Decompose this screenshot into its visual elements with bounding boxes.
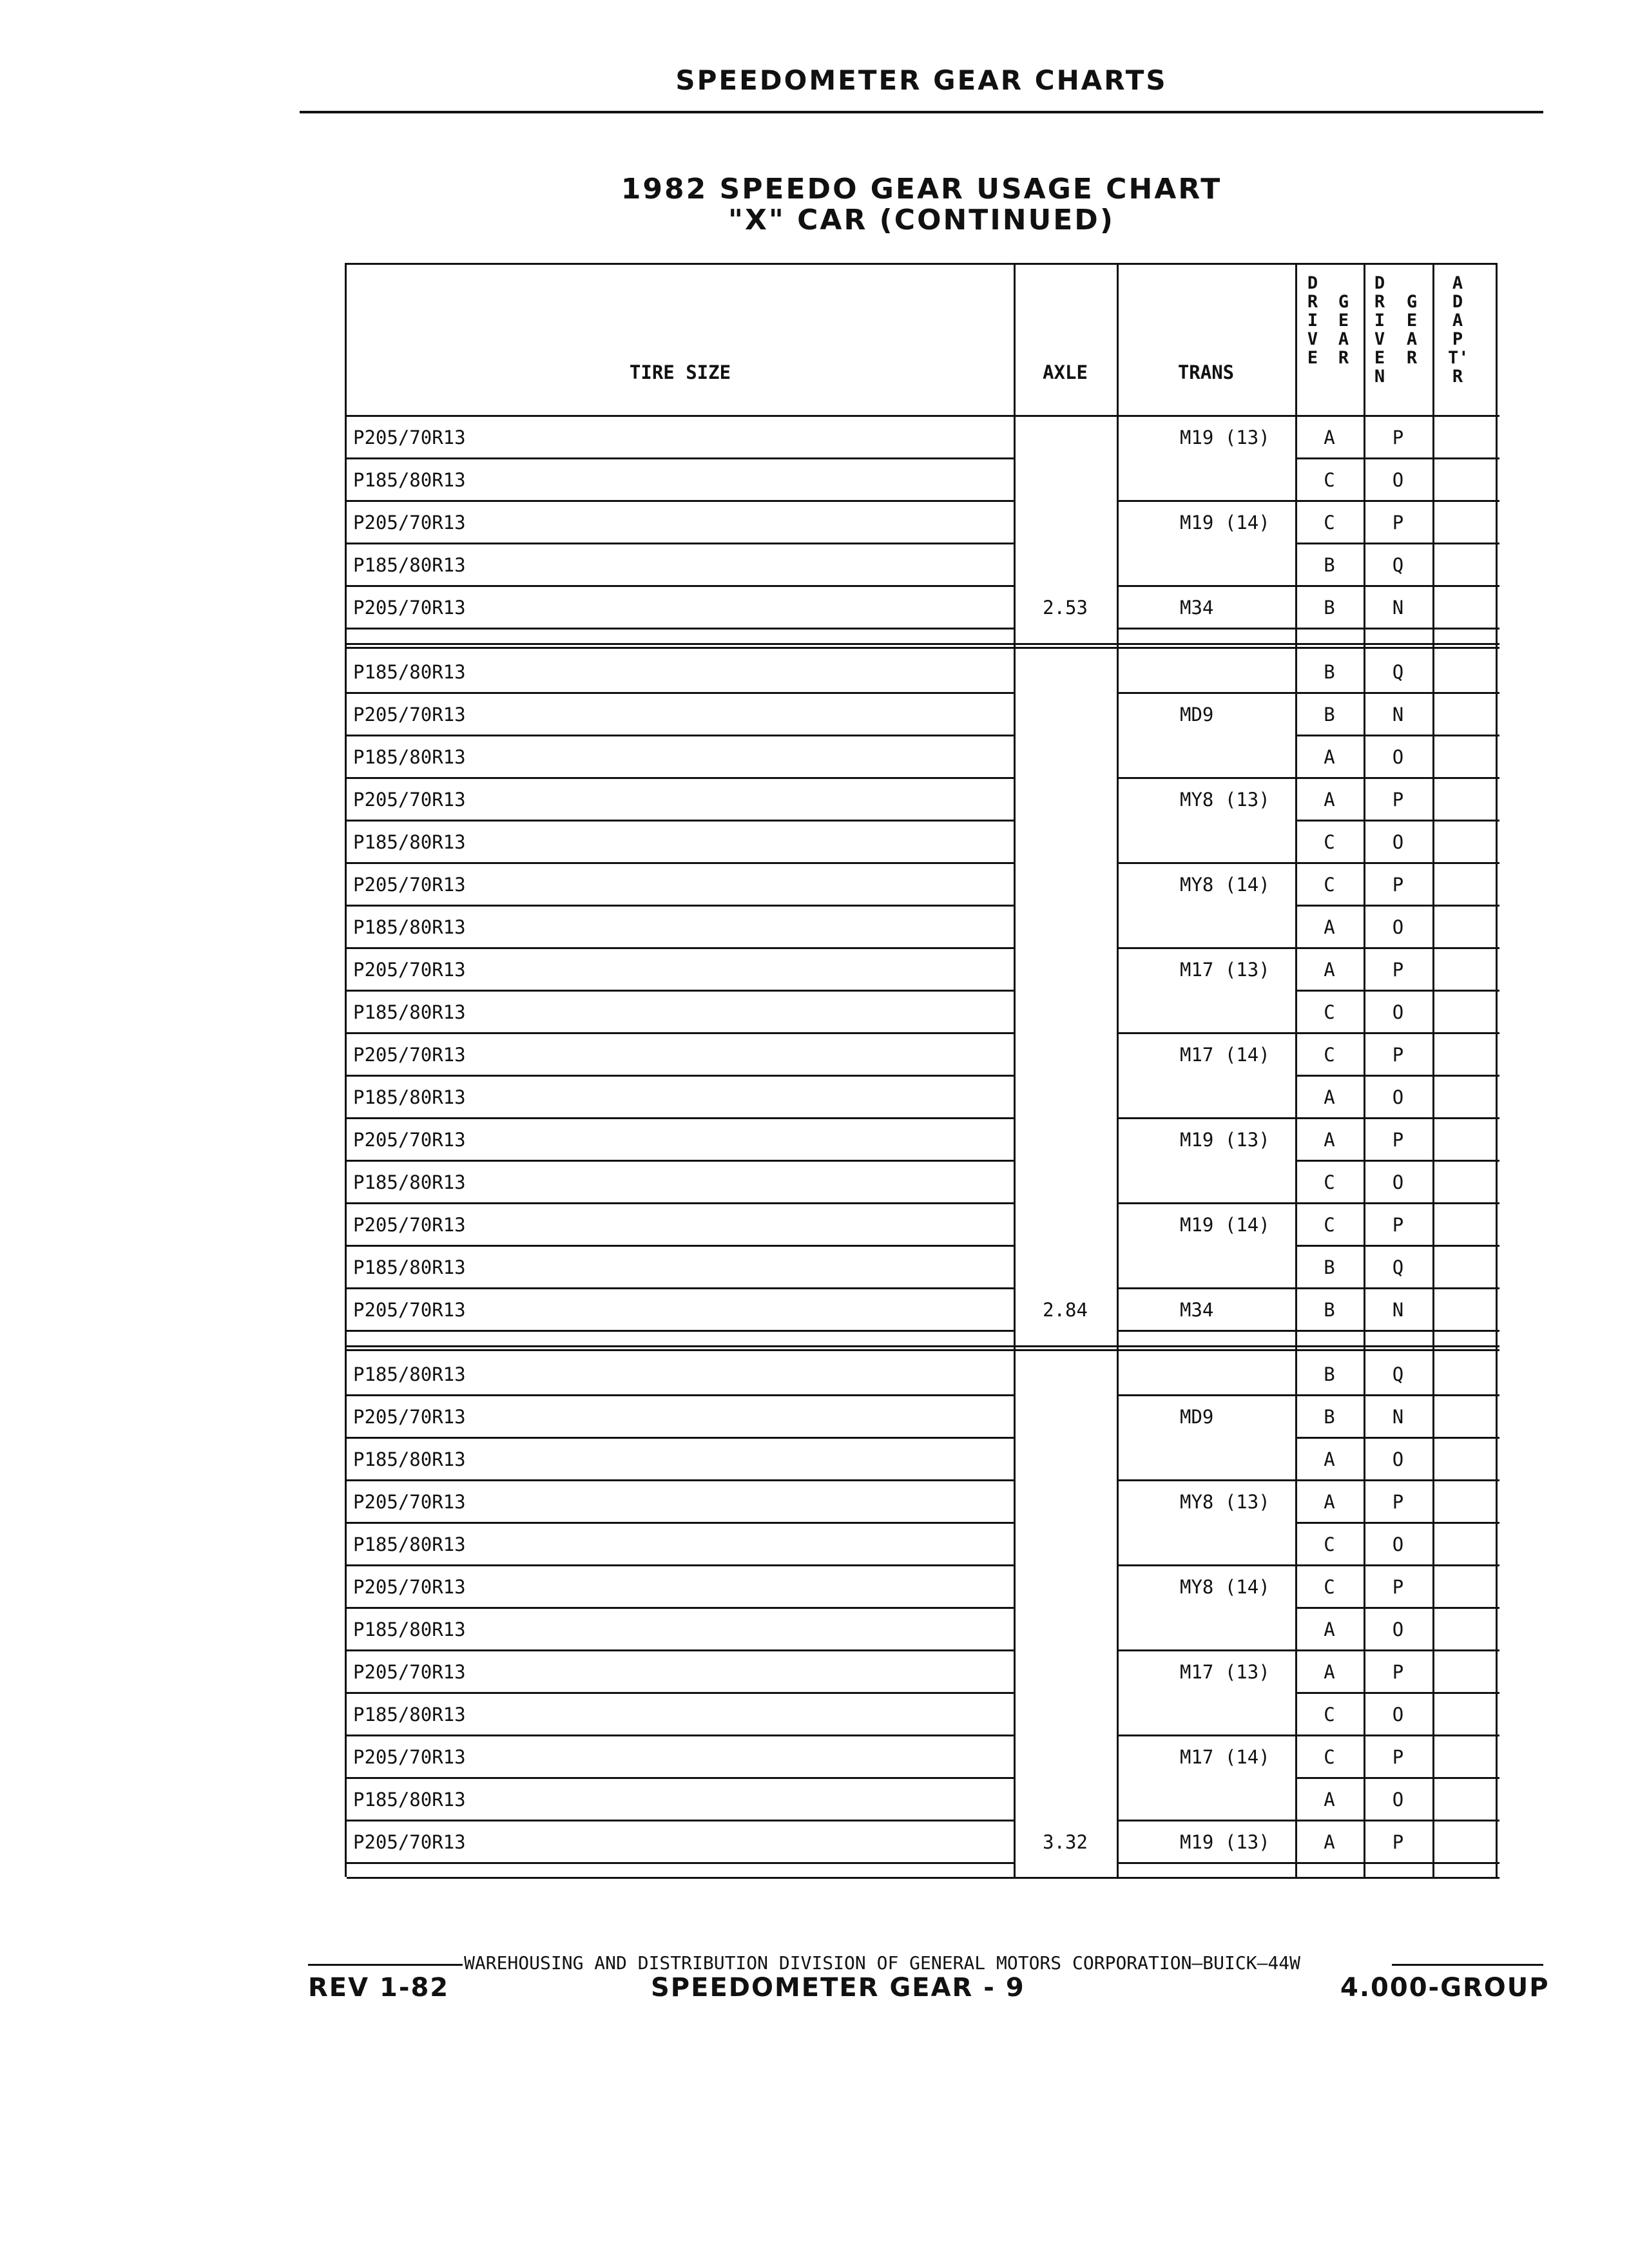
row-rule-trans-gap	[1117, 1862, 1295, 1864]
row-rule-gears	[1295, 628, 1499, 629]
row-rule-gears	[1295, 905, 1499, 907]
tire-size-cell: P185/80R13	[353, 746, 466, 768]
row-rule-tire	[347, 777, 1014, 779]
tire-size-cell: P185/80R13	[353, 554, 466, 576]
row-rule-trans-gap	[1117, 1564, 1295, 1566]
driven-gear-cell: O	[1392, 916, 1404, 938]
trans-cell: M34	[1180, 597, 1214, 619]
row-rule-trans-gap	[1117, 585, 1295, 587]
header-tire-size: TIRE SIZE	[629, 361, 731, 383]
row-rule-gears	[1295, 1160, 1499, 1162]
trans-cell: MD9	[1180, 1406, 1214, 1428]
tire-size-cell: P205/70R13	[353, 1214, 466, 1236]
driven-gear-cell: P	[1392, 512, 1404, 533]
drive-gear-cell: A	[1324, 1448, 1335, 1470]
drive-gear-cell: C	[1324, 1001, 1335, 1023]
tire-size-cell: P205/70R13	[353, 1129, 466, 1151]
trans-cell: M19 (14)	[1180, 512, 1270, 533]
tire-size-cell: P185/80R13	[353, 916, 466, 938]
tire-size-cell: P205/70R13	[353, 1491, 466, 1513]
row-rule-tire	[347, 1117, 1014, 1119]
driven-gear-cell: P	[1392, 1129, 1404, 1151]
driven-gear-cell: P	[1392, 1576, 1404, 1598]
row-rule-tire	[347, 1287, 1014, 1289]
row-rule-gears	[1295, 1607, 1499, 1609]
row-rule-tire	[347, 1735, 1014, 1736]
drive-gear-cell: C	[1324, 1746, 1335, 1768]
footer-rule-right	[1392, 1964, 1543, 1966]
row-rule-gears	[1295, 1735, 1499, 1736]
driven-gear-cell: O	[1392, 831, 1404, 853]
footer-rule-left	[308, 1964, 463, 1966]
drive-gear-cell: A	[1324, 427, 1335, 448]
tire-size-cell: P185/80R13	[353, 1086, 466, 1108]
footer-group: 4.000-GROUP	[1340, 1973, 1550, 2003]
trans-cell: MY8 (13)	[1180, 1491, 1270, 1513]
drive-gear-cell: B	[1324, 1256, 1335, 1278]
tire-size-cell: P205/70R13	[353, 1576, 466, 1598]
row-rule-gears	[1295, 543, 1499, 544]
driven-gear-cell: O	[1392, 1619, 1404, 1640]
group-rule	[347, 1349, 1499, 1351]
driven-gear-cell: O	[1392, 1789, 1404, 1811]
tire-size-cell: P205/70R13	[353, 874, 466, 896]
driven-gear-cell: P	[1392, 959, 1404, 981]
chart-title-line2: "X" CAR (CONTINUED)	[728, 204, 1115, 236]
driven-gear-cell: P	[1392, 789, 1404, 811]
row-rule-gears	[1295, 1522, 1499, 1524]
drive-gear-cell: A	[1324, 1491, 1335, 1513]
row-rule-gears	[1295, 1820, 1499, 1821]
header-rule	[300, 111, 1543, 113]
row-rule-gears	[1295, 1862, 1499, 1864]
trans-cell: M17 (13)	[1180, 1661, 1270, 1683]
row-rule-tire	[347, 820, 1014, 822]
trans-cell: M34	[1180, 1299, 1214, 1321]
column-line-adapter	[1432, 265, 1434, 1879]
drive-gear-cell: A	[1324, 1661, 1335, 1683]
trans-cell: MY8 (13)	[1180, 789, 1270, 811]
drive-gear-cell: B	[1324, 597, 1335, 619]
footer-page-label: SPEEDOMETER GEAR - 9	[651, 1973, 1025, 2003]
row-rule-gears	[1295, 500, 1499, 502]
row-rule-tire	[347, 1564, 1014, 1566]
trans-cell: M19 (14)	[1180, 1214, 1270, 1236]
header-driven-letters: D R I V E N	[1374, 273, 1385, 387]
table-bottom-rule	[347, 1877, 1499, 1879]
driven-gear-cell: P	[1392, 1661, 1404, 1683]
row-rule-trans-gap	[1117, 777, 1295, 779]
driven-gear-cell: P	[1392, 1214, 1404, 1236]
driven-gear-cell: P	[1392, 1044, 1404, 1066]
row-rule-tire	[347, 1330, 1014, 1332]
tire-size-cell: P185/80R13	[353, 1001, 466, 1023]
row-rule-gears	[1295, 1330, 1499, 1332]
drive-gear-cell: C	[1324, 1576, 1335, 1598]
driven-gear-cell: P	[1392, 427, 1404, 448]
tire-size-cell: P185/80R13	[353, 1789, 466, 1811]
trans-cell: M17 (13)	[1180, 959, 1270, 981]
row-rule-gears	[1295, 1032, 1499, 1034]
row-rule-tire	[347, 1649, 1014, 1651]
row-rule-tire	[347, 1075, 1014, 1077]
drive-gear-cell: B	[1324, 1406, 1335, 1428]
footer-division: WAREHOUSING AND DISTRIBUTION DIVISION OF GENERAL MOTORS CORPORATION—BUICK—44W	[464, 1952, 1301, 1974]
tire-size-cell: P205/70R13	[353, 704, 466, 726]
driven-gear-cell: O	[1392, 469, 1404, 491]
row-rule-gears	[1295, 735, 1499, 736]
drive-gear-cell: C	[1324, 874, 1335, 896]
row-rule-gears	[1295, 862, 1499, 864]
trans-cell: MY8 (14)	[1180, 874, 1270, 896]
row-rule-gears	[1295, 1287, 1499, 1289]
drive-gear-cell: A	[1324, 1789, 1335, 1811]
tire-size-cell: P205/70R13	[353, 427, 466, 448]
driven-gear-cell: Q	[1392, 1256, 1404, 1278]
row-rule-gears	[1295, 1692, 1499, 1694]
tire-size-cell: P205/70R13	[353, 959, 466, 981]
row-rule-tire	[347, 457, 1014, 459]
tire-size-cell: P205/70R13	[353, 1044, 466, 1066]
trans-cell: M19 (13)	[1180, 427, 1270, 448]
header-rule-bottom	[347, 415, 1499, 417]
row-rule-tire	[347, 1862, 1014, 1864]
trans-cell: M17 (14)	[1180, 1044, 1270, 1066]
header-adapter-letters: A D A P T' R	[1448, 273, 1469, 387]
driven-gear-cell: Q	[1392, 554, 1404, 576]
drive-gear-cell: C	[1324, 831, 1335, 853]
page-header: SPEEDOMETER GEAR CHARTS	[675, 64, 1168, 96]
row-rule-gears	[1295, 777, 1499, 779]
tire-size-cell: P185/80R13	[353, 1533, 466, 1555]
header-driven-gear-letters: G E A R	[1406, 292, 1418, 368]
row-rule-gears	[1295, 1202, 1499, 1204]
row-rule-gears	[1295, 1075, 1499, 1077]
row-rule-trans-gap	[1117, 1032, 1295, 1034]
driven-gear-cell: O	[1392, 1086, 1404, 1108]
row-rule-tire	[347, 1820, 1014, 1821]
column-line-trans	[1117, 265, 1119, 1879]
tire-size-cell: P205/70R13	[353, 789, 466, 811]
tire-size-cell: P185/80R13	[353, 1704, 466, 1725]
group-rule	[347, 647, 1499, 649]
row-rule-gears	[1295, 1777, 1499, 1779]
row-rule-tire	[347, 585, 1014, 587]
row-rule-trans-gap	[1117, 500, 1295, 502]
row-rule-gears	[1295, 947, 1499, 949]
row-rule-tire	[347, 1160, 1014, 1162]
row-rule-tire	[347, 735, 1014, 736]
header-axle: AXLE	[1043, 361, 1088, 383]
tire-size-cell: P205/70R13	[353, 512, 466, 533]
drive-gear-cell: C	[1324, 1533, 1335, 1555]
footer-rev: REV 1-82	[308, 1973, 450, 2003]
row-rule-tire	[347, 692, 1014, 694]
drive-gear-cell: C	[1324, 1171, 1335, 1193]
group-rule-inner	[347, 1345, 1499, 1347]
row-rule-trans-gap	[1117, 1820, 1295, 1821]
drive-gear-cell: A	[1324, 1086, 1335, 1108]
driven-gear-cell: O	[1392, 746, 1404, 768]
row-rule-gears	[1295, 1117, 1499, 1119]
chart-title	[0, 174, 1629, 236]
row-rule-tire	[347, 1394, 1014, 1396]
row-rule-tire	[347, 1692, 1014, 1694]
row-rule-tire	[347, 543, 1014, 544]
drive-gear-cell: B	[1324, 1363, 1335, 1385]
row-rule-trans-gap	[1117, 947, 1295, 949]
row-rule-trans-gap	[1117, 1330, 1295, 1332]
chart-title-line1: 1982 SPEEDO GEAR USAGE CHART	[621, 173, 1222, 206]
row-rule-tire	[347, 1202, 1014, 1204]
row-rule-tire	[347, 500, 1014, 502]
row-rule-trans-gap	[1117, 1117, 1295, 1119]
row-rule-trans-gap	[1117, 692, 1295, 694]
tire-size-cell: P205/70R13	[353, 1746, 466, 1768]
row-rule-tire	[347, 1032, 1014, 1034]
driven-gear-cell: Q	[1392, 661, 1404, 683]
driven-gear-cell: Q	[1392, 1363, 1404, 1385]
row-rule-trans-gap	[1117, 1287, 1295, 1289]
trans-cell: M17 (14)	[1180, 1746, 1270, 1768]
axle-cell: 2.53	[1043, 597, 1088, 619]
drive-gear-cell: A	[1324, 1619, 1335, 1640]
driven-gear-cell: O	[1392, 1171, 1404, 1193]
axle-cell: 2.84	[1043, 1299, 1088, 1321]
row-rule-tire	[347, 1522, 1014, 1524]
tire-size-cell: P205/70R13	[353, 597, 466, 619]
trans-cell: M19 (13)	[1180, 1129, 1270, 1151]
tire-size-cell: P205/70R13	[353, 1299, 466, 1321]
axle-cell: 3.32	[1043, 1831, 1088, 1853]
driven-gear-cell: N	[1392, 1406, 1404, 1428]
header-trans: TRANS	[1177, 361, 1235, 383]
row-rule-tire	[347, 1777, 1014, 1779]
drive-gear-cell: C	[1324, 512, 1335, 533]
row-rule-gears	[1295, 1437, 1499, 1439]
trans-cell: MY8 (14)	[1180, 1576, 1270, 1598]
row-rule-tire	[347, 862, 1014, 864]
row-rule-gears	[1295, 1564, 1499, 1566]
row-rule-tire	[347, 628, 1014, 629]
tire-size-cell: P185/80R13	[353, 1619, 466, 1640]
row-rule-gears	[1295, 1649, 1499, 1651]
row-rule-gears	[1295, 1479, 1499, 1481]
row-rule-gears	[1295, 1245, 1499, 1247]
row-rule-trans-gap	[1117, 1394, 1295, 1396]
tire-size-cell: P205/70R13	[353, 1831, 466, 1853]
driven-gear-cell: N	[1392, 704, 1404, 726]
tire-size-cell: P185/80R13	[353, 1256, 466, 1278]
drive-gear-cell: A	[1324, 789, 1335, 811]
driven-gear-cell: P	[1392, 1831, 1404, 1853]
driven-gear-cell: P	[1392, 874, 1404, 896]
tire-size-cell: P185/80R13	[353, 1171, 466, 1193]
tire-size-cell: P185/80R13	[353, 1363, 466, 1385]
tire-size-cell: P205/70R13	[353, 1406, 466, 1428]
drive-gear-cell: B	[1324, 704, 1335, 726]
gear-usage-table	[345, 263, 1498, 1877]
column-line-axle	[1014, 265, 1016, 1879]
drive-gear-cell: A	[1324, 1831, 1335, 1853]
header-drive-gear-letters: G E A R	[1338, 292, 1349, 368]
row-rule-tire	[347, 1437, 1014, 1439]
row-rule-trans-gap	[1117, 1479, 1295, 1481]
drive-gear-cell: C	[1324, 1704, 1335, 1725]
tire-size-cell: P185/80R13	[353, 661, 466, 683]
row-rule-trans-gap	[1117, 862, 1295, 864]
driven-gear-cell: O	[1392, 1001, 1404, 1023]
drive-gear-cell: C	[1324, 1044, 1335, 1066]
trans-cell: MD9	[1180, 704, 1214, 726]
row-rule-trans-gap	[1117, 1735, 1295, 1736]
row-rule-tire	[347, 990, 1014, 992]
row-rule-gears	[1295, 585, 1499, 587]
row-rule-trans-gap	[1117, 1649, 1295, 1651]
row-rule-tire	[347, 1607, 1014, 1609]
trans-cell: M19 (13)	[1180, 1831, 1270, 1853]
drive-gear-cell: B	[1324, 554, 1335, 576]
drive-gear-cell: C	[1324, 1214, 1335, 1236]
row-rule-gears	[1295, 990, 1499, 992]
driven-gear-cell: N	[1392, 597, 1404, 619]
row-rule-trans-gap	[1117, 628, 1295, 629]
driven-gear-cell: O	[1392, 1533, 1404, 1555]
row-rule-gears	[1295, 457, 1499, 459]
row-rule-tire	[347, 947, 1014, 949]
drive-gear-cell: A	[1324, 959, 1335, 981]
tire-size-cell: P205/70R13	[353, 1661, 466, 1683]
drive-gear-cell: B	[1324, 1299, 1335, 1321]
driven-gear-cell: O	[1392, 1448, 1404, 1470]
drive-gear-cell: B	[1324, 661, 1335, 683]
row-rule-tire	[347, 1245, 1014, 1247]
row-rule-trans-gap	[1117, 1202, 1295, 1204]
row-rule-gears	[1295, 692, 1499, 694]
group-rule-inner	[347, 643, 1499, 645]
drive-gear-cell: C	[1324, 469, 1335, 491]
tire-size-cell: P185/80R13	[353, 831, 466, 853]
drive-gear-cell: A	[1324, 746, 1335, 768]
driven-gear-cell: O	[1392, 1704, 1404, 1725]
tire-size-cell: P185/80R13	[353, 469, 466, 491]
row-rule-tire	[347, 1479, 1014, 1481]
driven-gear-cell: P	[1392, 1746, 1404, 1768]
row-rule-gears	[1295, 820, 1499, 822]
driven-gear-cell: P	[1392, 1491, 1404, 1513]
row-rule-tire	[347, 905, 1014, 907]
drive-gear-cell: A	[1324, 916, 1335, 938]
row-rule-gears	[1295, 1394, 1499, 1396]
header-drive-letters: D R I V E	[1307, 273, 1318, 368]
drive-gear-cell: A	[1324, 1129, 1335, 1151]
driven-gear-cell: N	[1392, 1299, 1404, 1321]
tire-size-cell: P185/80R13	[353, 1448, 466, 1470]
